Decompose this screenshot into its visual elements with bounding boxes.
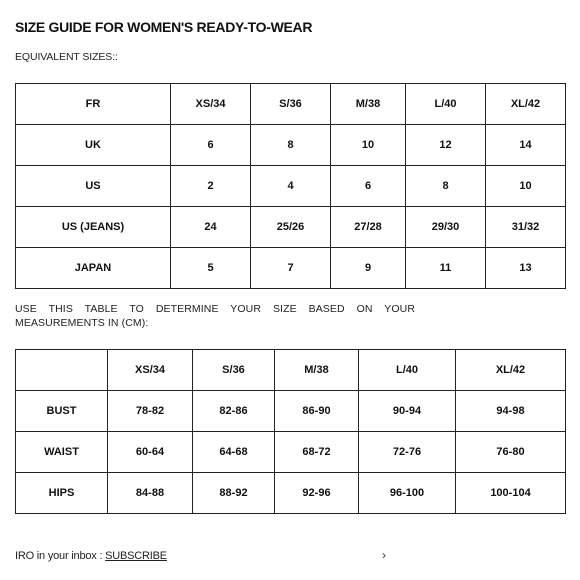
row-label: WAIST — [16, 432, 108, 473]
table-cell: 8 — [406, 166, 486, 207]
table-header-row — [16, 350, 566, 391]
subscribe-link[interactable]: SUBSCRIBE — [105, 550, 167, 562]
row-label: FR — [16, 84, 171, 125]
column-header: M/38 — [275, 350, 359, 391]
column-header: L/40 — [359, 350, 456, 391]
table-cell: 27/28 — [331, 207, 406, 248]
newsletter-footer — [15, 550, 167, 562]
table-cell: 96-100 — [359, 473, 456, 514]
row-label: HIPS — [16, 473, 108, 514]
table-row — [16, 207, 566, 248]
table-cell: 64-68 — [193, 432, 275, 473]
table-cell: 5 — [171, 248, 251, 289]
table-cell: 7 — [251, 248, 331, 289]
table-cell: 8 — [251, 125, 331, 166]
table-cell: 24 — [171, 207, 251, 248]
table-cell: 72-76 — [359, 432, 456, 473]
table-row — [16, 473, 566, 514]
corner-cell — [16, 350, 108, 391]
table-cell: 25/26 — [251, 207, 331, 248]
column-header: XL/42 — [456, 350, 566, 391]
table-cell: 84-88 — [108, 473, 193, 514]
table-cell: 10 — [486, 166, 566, 207]
table-cell: 2 — [171, 166, 251, 207]
table-cell: 60-64 — [108, 432, 193, 473]
table-cell: 82-86 — [193, 391, 275, 432]
table-cell: 9 — [331, 248, 406, 289]
table-row — [16, 391, 566, 432]
table-cell: 92-96 — [275, 473, 359, 514]
table-cell: 31/32 — [486, 207, 566, 248]
table-cell: XS/34 — [171, 84, 251, 125]
table-cell: 6 — [331, 166, 406, 207]
table-row — [16, 84, 566, 125]
table-cell: 68-72 — [275, 432, 359, 473]
table-cell: M/38 — [331, 84, 406, 125]
column-header: XS/34 — [108, 350, 193, 391]
table-cell: 13 — [486, 248, 566, 289]
page-title: SIZE GUIDE FOR WOMEN'S READY-TO-WEAR — [15, 19, 313, 35]
table-cell: 86-90 — [275, 391, 359, 432]
table-row — [16, 432, 566, 473]
table-cell: 6 — [171, 125, 251, 166]
table-cell: L/40 — [406, 84, 486, 125]
table-cell: 4 — [251, 166, 331, 207]
column-header: S/36 — [193, 350, 275, 391]
table-row — [16, 166, 566, 207]
measurements-note: USE THIS TABLE TO DETERMINE YOUR SIZE BASED ON YOUR MEASUREMENTS IN (CM): — [15, 303, 415, 329]
table-cell: S/36 — [251, 84, 331, 125]
equivalent-sizes-label: EQUIVALENT SIZES:: — [15, 51, 118, 63]
table-cell: XL/42 — [486, 84, 566, 125]
table-row — [16, 248, 566, 289]
newsletter-prefix: IRO in your inbox : — [15, 550, 106, 562]
table-cell: 90-94 — [359, 391, 456, 432]
measurements-table — [15, 349, 566, 514]
table-cell: 14 — [486, 125, 566, 166]
row-label: JAPAN — [16, 248, 171, 289]
table-cell: 100-104 — [456, 473, 566, 514]
table-cell: 29/30 — [406, 207, 486, 248]
row-label: BUST — [16, 391, 108, 432]
table-cell: 94-98 — [456, 391, 566, 432]
table-cell: 76-80 — [456, 432, 566, 473]
row-label: US — [16, 166, 171, 207]
row-label: US (JEANS) — [16, 207, 171, 248]
row-label: UK — [16, 125, 171, 166]
table-row — [16, 125, 566, 166]
equivalent-sizes-table — [15, 83, 566, 289]
table-cell: 88-92 — [193, 473, 275, 514]
table-cell: 78-82 — [108, 391, 193, 432]
table-cell: 12 — [406, 125, 486, 166]
table-cell: 11 — [406, 248, 486, 289]
table-cell: 10 — [331, 125, 406, 166]
chevron-right-icon[interactable]: › — [382, 548, 386, 562]
